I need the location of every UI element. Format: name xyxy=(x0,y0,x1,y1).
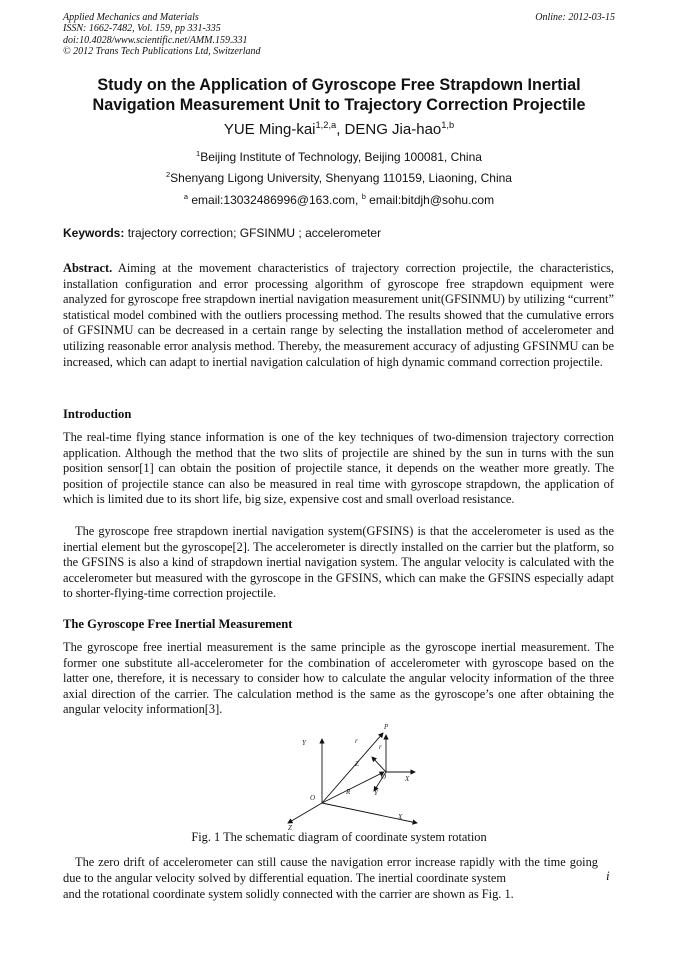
author-1: YUE Ming-kai xyxy=(223,121,316,138)
abstract-text: Aiming at the movement characteristics of trajectory correction projectile, the characteristics, installation configuration and error processing algorithm of gyroscope free strapdown equipment were analyzed for gyroscope free strapdown inertial navigation measurement unit(GFSINMU) by utilizing “current” statistical model combined with the outliers processing method. The results showed that the cumulative errors of GFSINMU can be decreased in a certain range by selecting the installation method of accelerometer and utilizing reasonable error analysis method. Thereby, the measurement accuracy of adjusting GFSINMU can be increased, which can adapt to inertial navigation calculation of high dynamic command correction projectile. xyxy=(63,261,614,369)
paragraph: The real-time flying stance information is one of the key techniques of two-dimension trajectory correction application. Although the method that the two slits of projectile are shined by the sun in turns with the sun position sensor[1] can obtain the position of projectile stance, it depends on the weather more greatly. The position of projectile stance can also be measured in real time with gyroscope strapdown, the application of which is limited due to its short life, big size, expensive cost and small overload resistance. xyxy=(63,430,614,507)
affiliation-2 xyxy=(0,170,678,185)
affiliation-1 xyxy=(0,149,678,164)
label-xi: X xyxy=(398,813,403,821)
aff-sup: 2 xyxy=(166,170,171,179)
journal-name: Applied Mechanics and Materials xyxy=(63,12,199,23)
email-sup: b xyxy=(361,192,366,201)
paper-title xyxy=(0,75,678,115)
emails xyxy=(0,192,678,207)
zi-axis xyxy=(288,803,322,823)
coordinate-rotation-diagram xyxy=(280,715,480,830)
author-2: DENG Jia-hao xyxy=(344,121,442,138)
paragraph: The zero drift of accelerometer can still cause the navigation error increase rapidly with the time going due to the angular velocity solved by differential equation. The inertial coordinate system xyxy=(63,855,598,885)
rb-vector xyxy=(322,772,387,803)
label-r: r xyxy=(355,737,358,745)
author-1-sup: 1,2,a xyxy=(315,120,337,130)
label-zb: Z xyxy=(355,760,359,768)
label-p: P xyxy=(384,723,389,731)
title-line-2: Navigation Measurement Unit to Trajectory Correction Projectile xyxy=(92,96,586,114)
authors xyxy=(0,120,678,138)
title-line-1: Study on the Application of Gyroscope Free Strapdown Inertial xyxy=(97,76,581,94)
figure-caption: Fig. 1 The schematic diagram of coordinate system rotation xyxy=(191,830,487,844)
aff-sup: 1 xyxy=(196,149,201,158)
symbol-i: i xyxy=(606,868,610,883)
copyright: © 2012 Trans Tech Publications Ltd, Switzerland xyxy=(63,45,261,57)
paragraph: and the rotational coordinate system solidly connected with the carrier are shown as Fig. 1. xyxy=(63,887,514,901)
label-xb: X xyxy=(405,775,410,783)
xi-axis xyxy=(322,803,417,823)
label-oi: O xyxy=(310,794,316,802)
author-sep: , xyxy=(336,121,345,138)
section-heading: Introduction xyxy=(63,407,132,421)
journal-header xyxy=(63,12,261,57)
abstract-label: Abstract. xyxy=(63,261,113,275)
abstract xyxy=(63,261,614,370)
label-yi: Y xyxy=(302,739,306,747)
online-date: Online: 2012-03-15 xyxy=(535,12,615,23)
issn: ISSN: 1662-7482, Vol. 159, pp 331-335 xyxy=(63,23,221,35)
doi: doi:10.4028/www.scientific.net/AMM.159.331 xyxy=(63,34,248,46)
paragraph: The gyroscope free inertial measurement is the same principle as the gyroscope inertial measurement. The former one substitute all-accelerometer for the combination of accelerometer with gyroscope based on the latter one, therefore, it is necessary to consider how to calculate the angular velocity information of the three axial direction of the carrier. The calculation method is the same as the gyroscope’s one after obtaining the angular velocity information[3]. xyxy=(63,640,614,717)
zb-axis xyxy=(372,757,386,772)
keywords-label: Keywords: xyxy=(63,226,125,240)
label-rb-big: R xyxy=(346,788,351,796)
paragraph: The gyroscope free strapdown inertial navigation system(GFSINS) is that the accelerometer is used as the inertial element but the gyroscope[2]. The accelerometer is directly installed on the carrier but the platform, so the GFSINS is also a kind of strapdown inertial navigation system. The angular velocity is calculated with the accelerometer but measured with the gyroscope in the GFSINS, which can make the GFSINS especially adapt to shorter-flying-time correction projectile. xyxy=(63,524,614,601)
email-sup: a xyxy=(183,192,189,201)
author-2-sup: 1,b xyxy=(441,120,455,130)
label-rb: r xyxy=(379,743,382,751)
keywords xyxy=(63,226,381,240)
aff-text: Beijing Institute of Technology, Beijing 100081, China xyxy=(200,150,482,164)
aff-text: Shenyang Ligong University, Shenyang 110159, Liaoning, China xyxy=(170,171,512,185)
section-heading: The Gyroscope Free Inertial Measurement xyxy=(63,617,293,631)
email-b: email:bitdjh@sohu.com xyxy=(365,193,495,207)
label-ob: O xyxy=(381,773,387,781)
keywords-text: trajectory correction; GFSINMU ; accelerometer xyxy=(124,226,382,240)
label-yb: Y xyxy=(374,789,378,797)
email-a: email:13032486996@163.com, xyxy=(188,193,362,207)
label-zi: Z xyxy=(288,824,292,830)
